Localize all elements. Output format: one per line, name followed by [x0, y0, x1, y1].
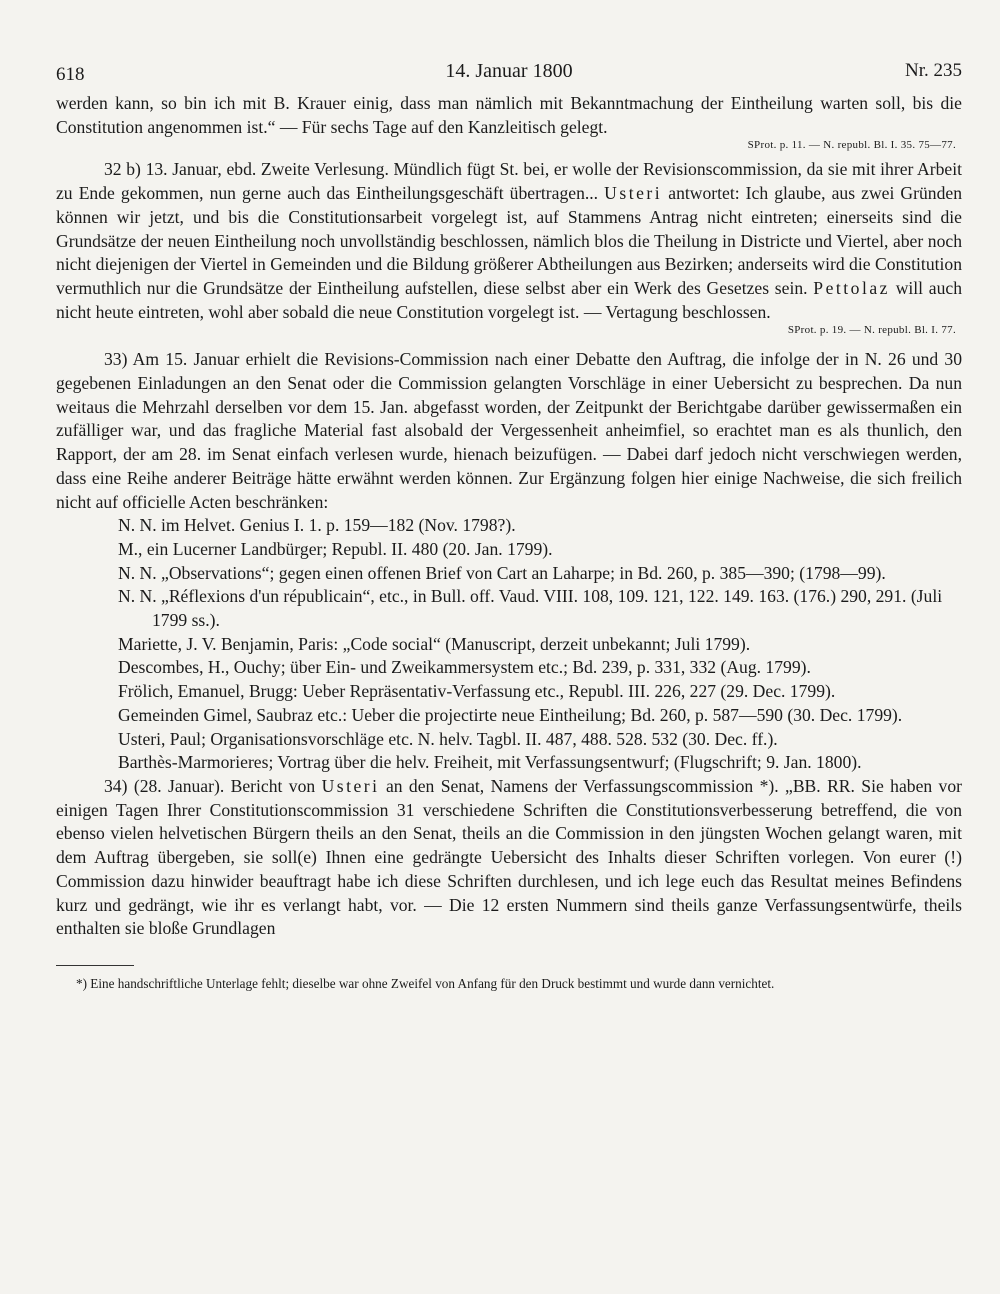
paragraph-32b — [56, 158, 962, 324]
source-reference: SProt. p. 19. — N. republ. Bl. I. 77. — [787, 324, 956, 337]
paragraph-text: an den Senat, Namens der Verfassungscommission *). „BB. RR. Sie haben vor einigen Tagen Ihrer Constitutionscommission 31 verschiedene Schriften die Constitutionsverbesserung betreffend, die von ebenso vielen helvetischen Bürgern theils an den Senat, theils an die Commission in den jüngsten Wochen gelangt waren, mit dem Auftrag übergeben, sie soll(e) Ihnen eine gedrängte Uebersicht des Inhalts dieser Schriften vorlegen. Von eurer (!) Commission dazu hinwider beauftragt habe ich diese Schriften durchlesen, und ich lege euch das Resultat meines Befindens kurz und gedrängt, wie ihr es verlangt habt, vor. — Die 12 ersten Nummern sind theils ganze Verfassungsentwürfe, theils enthalten sie bloße Grundlagen — [56, 775, 963, 939]
paragraph-text: will auch nicht heute eintreten, wohl aber sobald die neue Constitution vorgelegt ist. — Vertagung beschlossen. — [56, 277, 963, 322]
intro-paragraph: werden kann, so bin ich mit B. Krauer einig, dass man nämlich mit Bekanntmachung der Eintheilung warten soll, bis die Constitution angenommen ist.“ — Für sechs Tage auf den Kanzleitisch gelegt. — [56, 93, 962, 137]
footnote-divider — [56, 965, 134, 966]
spaced-name-usteri: Usteri — [321, 775, 380, 796]
page-number: 618 — [56, 64, 85, 85]
spaced-name-pettolaz: Pettolaz — [813, 277, 890, 298]
header-date: 14. Januar 1800 — [445, 60, 573, 82]
paragraph-33: 33) Am 15. Januar erhielt die Revisions-Commission nach einer Debatte den Auftrag, die infolge der in N. 26 und 30 gegebenen Einladungen an den Senat oder die Commission gelangten Vorschläge in einer Uebersicht zu besprechen. Da nun weitaus die Mehrzahl derselben vor dem 15. Jan. abgefasst worden, der Zeitpunkt der Berichtgabe darüber gewissermaßen ein zufälliger war, und das fragliche Material fast alsobald der Vergessenheit anheimfiel, so erachtet man es als thunlich, den Rapport, der am 28. im Senat einfach verlesen wurde, hienach beizufügen. — Dabei darf jedoch nicht verschwiegen werden, dass eine Reihe anderer Beiträge hätte erwähnt werden können. Zur Ergänzung folgen hier einige Nachweise, die sich freilich nicht auf officielle Acten beschränken: — [56, 349, 962, 512]
body-text — [56, 92, 962, 941]
reference-item: N. N. „Observations“; gegen einen offenen Brief von Cart an Laharpe; in Bd. 260, p. 385—390; (1798—99). — [118, 562, 886, 583]
spaced-name-usteri: Usteri — [604, 183, 663, 204]
footnote: *) Eine handschriftliche Unterlage fehlt; dieselbe war ohne Zweifel von Anfang für den Druck bestimmt und wurde dann vernichtet. — [76, 975, 775, 991]
page-header — [56, 58, 962, 92]
reference-item: Gemeinden Gimel, Saubraz etc.: Ueber die projectirte neue Eintheilung; Bd. 260, p. 587—590 (30. Dec. 1799). — [118, 704, 903, 725]
reference-item: Frölich, Emanuel, Brugg: Ueber Repräsentativ-Verfassung etc., Republ. III. 226, 227 (29. Dec. 1799). — [118, 681, 836, 702]
reference-item: Descombes, H., Ouchy; über Ein- und Zweikammersystem etc.; Bd. 239, p. 331, 332 (Aug. 1799). — [118, 657, 811, 678]
reference-list — [56, 514, 962, 775]
reference-item: M., ein Lucerner Landbürger; Republ. II. 480 (20. Jan. 1799). — [118, 538, 553, 559]
reference-item: Usteri, Paul; Organisationsvorschläge etc. N. helv. Tagbl. II. 487, 488. 528. 532 (30. Dec. ff.). — [118, 728, 778, 749]
reference-item: Mariette, J. V. Benjamin, Paris: „Code social“ (Manuscript, derzeit unbekannt; Juli 1799). — [118, 633, 751, 654]
document-number: Nr. 235 — [905, 60, 962, 81]
paragraph-34 — [56, 775, 962, 941]
reference-item: N. N. im Helvet. Genius I. 1. p. 159—182 (Nov. 1798?). — [118, 515, 516, 536]
paragraph-text: antwortet: Ich glaube, aus zwei Gründen können wir jetzt, und bis die Constitutionsarbeit vorgelegt ist, auf Stammens Antrag nicht eintreten; einerseits sind die Grundsätze der neuen Eintheilung noch unvollständig beschlossen, nämlich blos die Theilung in Districte und Viertel, aber noch nicht diejenigen der Viertel in Gemeinden und die Bildung größerer Abtheilungen aus Bezirken; anderseits wird die Constitution vermuthlich nur die Grundsätze der Eintheilung aufstellen, diese selbst aber ein Werk des Gesetzes sein. — [56, 183, 962, 298]
source-reference: SProt. p. 11. — N. republ. Bl. I. 35. 75—77. — [747, 139, 956, 152]
paragraph-text: 34) (28. Januar). Bericht von — [104, 775, 316, 796]
paragraph-text: 32 b) 13. Januar, ebd. Zweite Verlesung. Mündlich fügt St. bei, er wolle der Revisionscommission, da sie mit ihrer Arbeit zu Ende gekommen, nun gerne auch das Eintheilungsgeschäft übertragen... — [56, 159, 962, 204]
reference-item: Barthès-Marmorieres; Vortrag über die helv. Freiheit, mit Verfassungsentwurf; (Flugschrift; 9. Jan. 1800). — [118, 752, 862, 773]
reference-item: N. N. „Réflexions d'un républicain“, etc., in Bull. off. Vaud. VIII. 108, 109. 121, 122. 149. 163. (176.) 290, 291. (Juli 1799 ss.). — [118, 586, 943, 631]
document-page — [56, 58, 962, 994]
